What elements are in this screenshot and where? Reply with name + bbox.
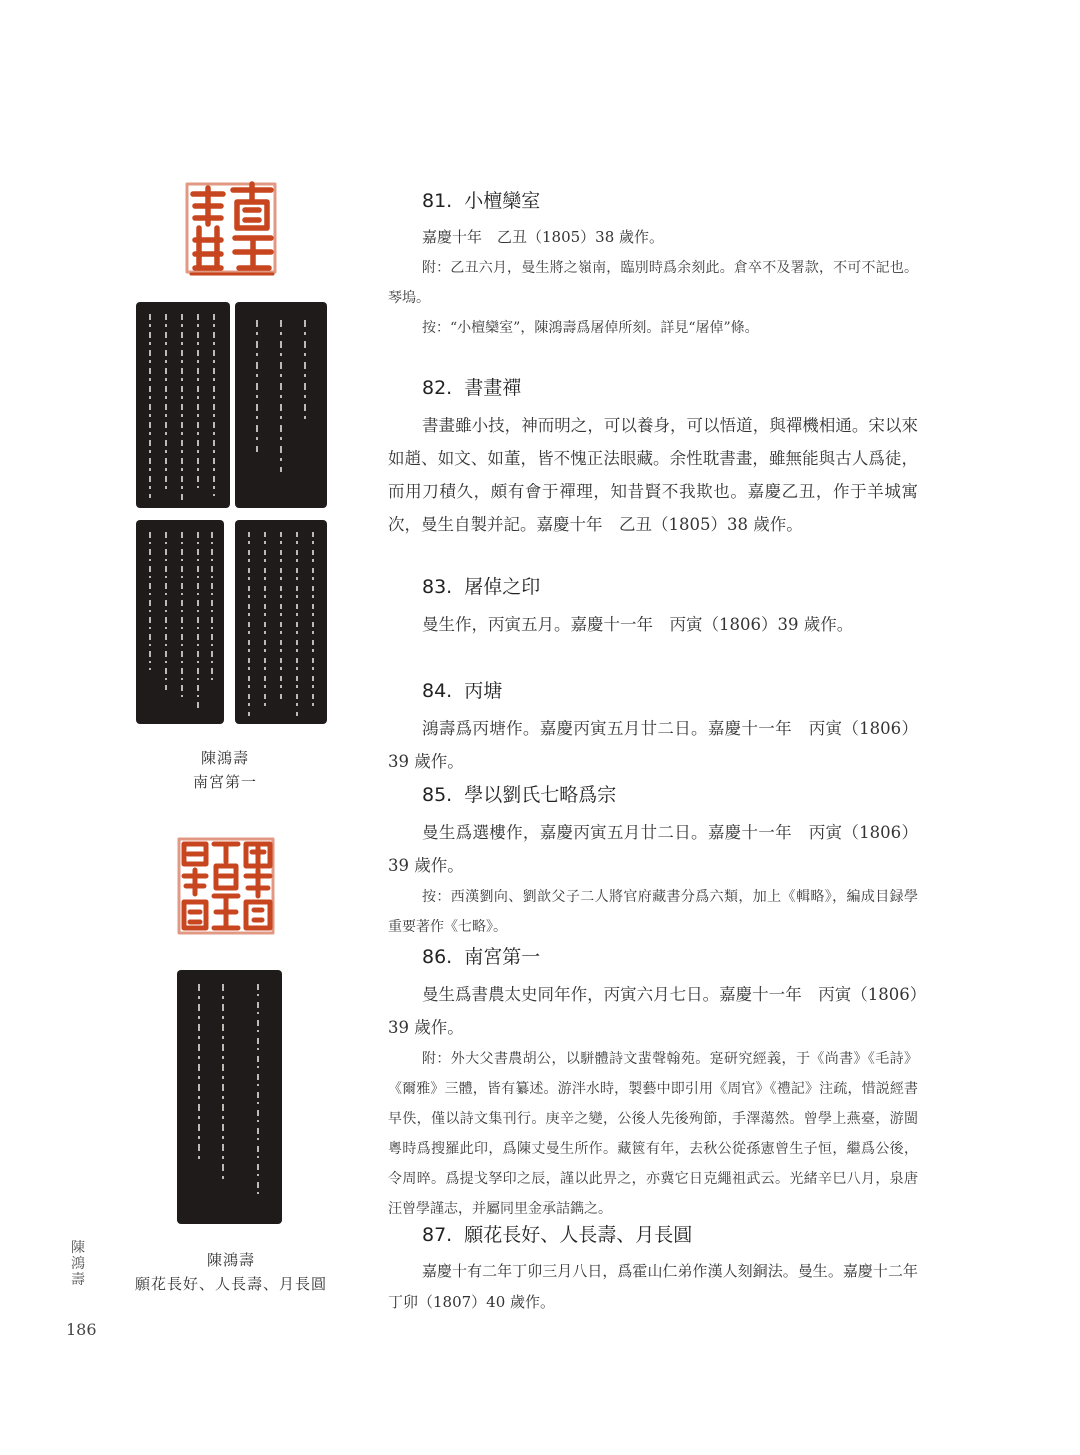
seal-impression-yuan-hua-chang-hao — [176, 836, 276, 936]
entry-81 — [388, 186, 918, 343]
entry-title — [422, 186, 918, 216]
seal-impression-nangong-diyi — [183, 180, 279, 276]
entry-title — [422, 942, 918, 972]
entry-appendix: 附：乙丑六月，曼生將之嶺南，臨別時爲余刻此。倉卒不及署款，不可不記也。琴塢。 — [388, 260, 918, 306]
running-head-char: 陳 — [71, 1240, 85, 1256]
entry-heading: 願花長好、人長壽、月長圓 — [464, 1224, 693, 1246]
caption-title: 南宮第一 — [192, 773, 257, 791]
caption-author: 陳鴻壽 — [200, 749, 249, 767]
entry-number: 85. — [422, 784, 453, 806]
figure-caption — [150, 746, 300, 794]
entry-heading: 書畫禪 — [464, 377, 522, 399]
entry-body: 曼生爲選樓作，嘉慶丙寅五月廿二日。嘉慶十一年 丙寅（1806）39 歲作。 — [388, 823, 918, 875]
entry-title — [422, 676, 918, 706]
entry-note: 按：西漢劉向、劉歆父子二人將官府藏書分爲六類，加上《輯略》，編成目録學重要著作《七略》。 — [388, 889, 918, 935]
caption-title: 願花長好、人長壽、月長圓 — [134, 1275, 327, 1293]
entry-number: 87. — [422, 1224, 453, 1246]
entry-title — [422, 1220, 918, 1250]
running-head-char: 鴻 — [71, 1256, 85, 1272]
entry-title — [422, 373, 918, 403]
entry-heading: 南宮第一 — [464, 946, 541, 968]
entry-heading: 學以劉氏七略爲宗 — [464, 784, 617, 806]
entry-body: 曼生作，丙寅五月。嘉慶十一年 丙寅（1806）39 歲作。 — [422, 615, 854, 634]
entry-number: 82. — [422, 377, 453, 399]
figure-caption — [120, 1248, 342, 1296]
rubbing-inscription-side — [236, 970, 282, 1224]
running-head-author — [68, 1240, 88, 1288]
entry-83 — [388, 572, 918, 641]
entry-body: 鴻壽爲丙塘作。嘉慶丙寅五月廿二日。嘉慶十一年 丙寅（1806）39 歲作。 — [388, 719, 918, 771]
entry-number: 83. — [422, 576, 453, 598]
entry-note: 按：“小檀欒室”，陳鴻壽爲屠倬所刻。詳見“屠倬”條。 — [422, 320, 759, 336]
entry-heading: 屠倬之印 — [464, 576, 541, 598]
entry-number: 81. — [422, 190, 453, 212]
rubbing-inscription-panel — [136, 520, 224, 724]
caption-author: 陳鴻壽 — [206, 1251, 255, 1269]
entry-84 — [388, 676, 918, 778]
rubbing-inscription-panel — [235, 520, 327, 724]
entry-heading: 小檀欒室 — [464, 190, 541, 212]
entry-body: 嘉慶十有二年丁卯三月八日，爲霍山仁弟作漢人刻銅法。曼生。嘉慶十二年 丁卯（1807）40 歲作。 — [388, 1262, 934, 1311]
entry-title — [422, 780, 918, 810]
entry-body: 書畫雖小技，神而明之，可以養身，可以悟道，與禪機相通。宋以來如趙、如文、如董，皆不愧正法眼藏。余性耽書畫，雖無能與古人爲徒，而用刀積久，頗有會于禪理，知昔賢不我欺也。嘉慶乙丑，作于羊城寓次，曼生自製并記。嘉慶十年 乙丑（1805）38 歲作。 — [388, 416, 918, 534]
rubbing-inscription-panel — [136, 302, 230, 508]
entry-85 — [388, 780, 918, 942]
entry-heading: 丙塘 — [464, 680, 503, 702]
entry-title — [422, 572, 918, 602]
entry-number: 86. — [422, 946, 453, 968]
entry-82 — [388, 373, 918, 541]
page-number: 186 — [66, 1320, 97, 1339]
entry-number: 84. — [422, 680, 453, 702]
running-head-char: 壽 — [71, 1272, 85, 1288]
rubbing-inscription-panel — [235, 302, 327, 508]
entry-86 — [388, 942, 918, 1224]
entry-87 — [388, 1220, 934, 1318]
entry-appendix: 附：外大父書農胡公，以駢體詩文蜚聲翰苑。寔研究經義，于《尚書》《毛詩》《爾雅》三體，皆有纂述。游泮水時，製藝中即引用《周官》《禮記》注疏，惜説經書早佚，僅以詩文集刊行。庚辛之變，公後人先後殉節，手澤蕩然。曾學上燕臺，游閩粵時爲搜羅此印，爲陳丈曼生所作。藏篋有年，去秋公從孫憲曾生子恒，繼爲公後，令周晬。爲提戈孥印之辰，謹以此畀之，亦冀它日克繩祖武云。光緒辛巳八月，泉唐汪曾學謹志，并屬同里金承詰鐫之。 — [388, 1051, 918, 1217]
entry-date-line: 嘉慶十年 乙丑（1805）38 歲作。 — [422, 228, 665, 246]
entry-body: 曼生爲書農太史同年作，丙寅六月七日。嘉慶十一年 丙寅（1806）39 歲作。 — [388, 985, 918, 1037]
